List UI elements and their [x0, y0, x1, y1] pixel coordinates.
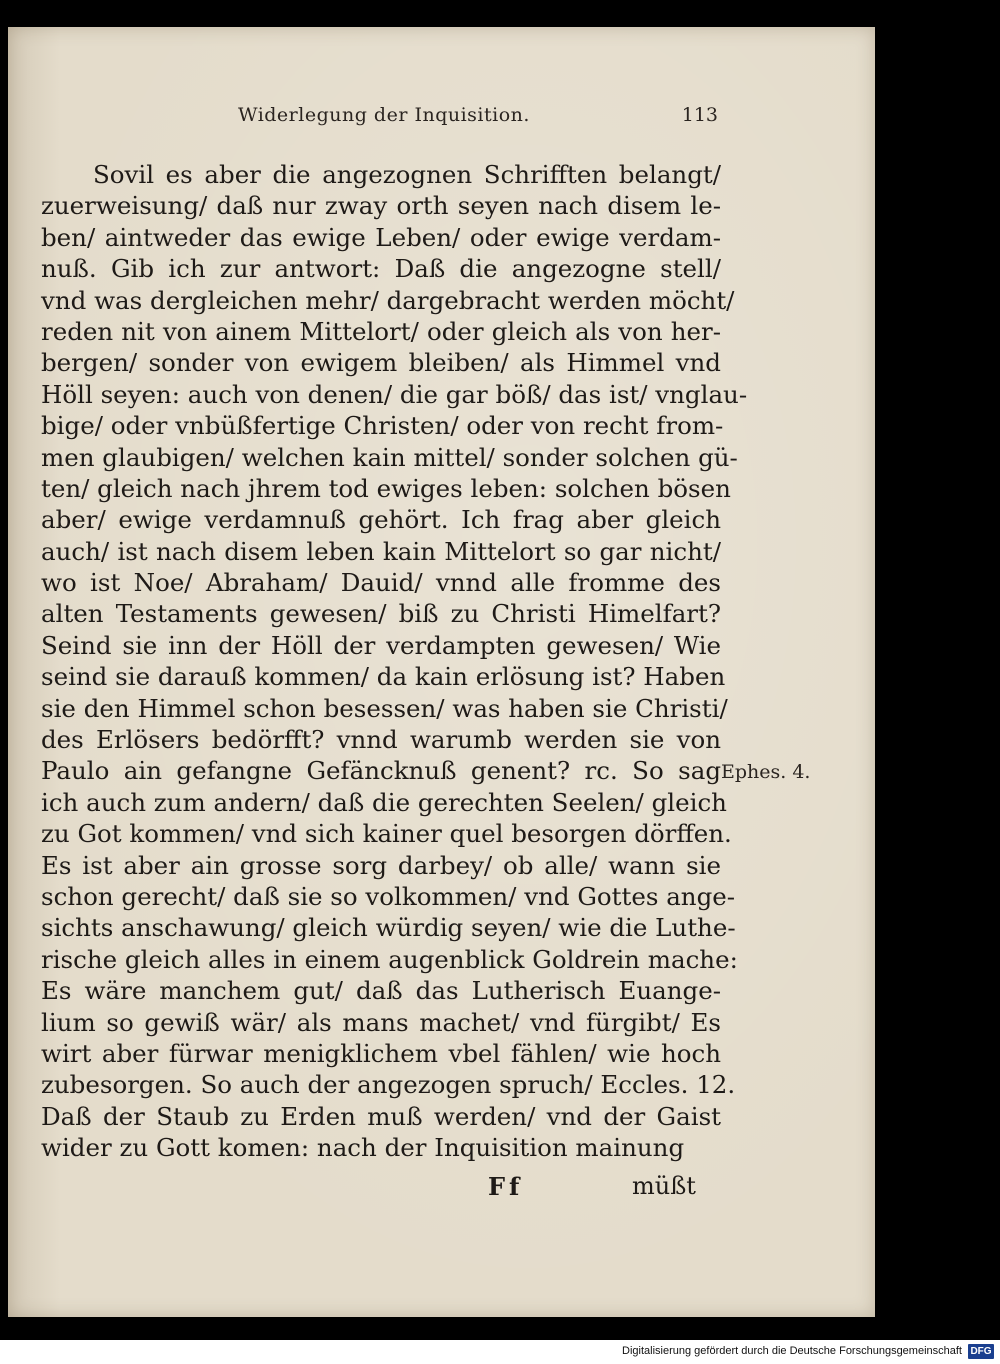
text-line: wider zu Gott komen: nach der Inquisition mainung [41, 1133, 685, 1163]
text-line: ben/ aintweder das ewige Leben/ oder ewige verdam- [41, 222, 721, 252]
margin-note: Ephes. 4. [721, 761, 811, 783]
footer-band [0, 1340, 1000, 1364]
text-line: schon gerecht/ daß sie so volkommen/ vnd Gottes ange- [41, 881, 736, 911]
text-line: wo ist Noe/ Abraham/ Dauid/ vnnd alle fromme des [41, 568, 721, 598]
book-page [8, 27, 875, 1317]
page-number: 113 [681, 104, 718, 126]
text-line: des Erlösers bedörfft? vnnd warumb werden sie von [41, 725, 721, 755]
text-line: Es ist aber ain grosse sorg darbey/ ob alle/ wann sie [41, 850, 721, 880]
text-line: lium so gewiß wär/ als mans machet/ vnd fürgibt/ Es [41, 1007, 721, 1037]
running-title: Widerlegung der Inquisition. [238, 104, 530, 126]
body-text [41, 159, 748, 1164]
text-line: bergen/ sonder von ewigem bleiben/ als Himmel vnd [41, 348, 721, 378]
text-line: Daß der Staub zu Erden muß werden/ vnd der Gaist [41, 1101, 721, 1131]
text-line: aber/ ewige verdamnuß gehört. Ich frag aber gleich [41, 505, 721, 535]
catchword: müßt [632, 1172, 696, 1200]
text-line: rische gleich alles in einem augenblick Goldrein mache: [41, 944, 738, 974]
dfg-logo-icon: DFG [968, 1344, 994, 1359]
text-line: Paulo ain gefangne Gefäncknuß genent? rc. So sag [41, 756, 721, 786]
text-line: zu Got kommen/ vnd sich kainer quel besorgen dörffen. [41, 819, 732, 849]
text-line: Höll seyen: auch von denen/ die gar böß/ das ist/ vnglau- [41, 379, 748, 409]
text-line: vnd was dergleichen mehr/ dargebracht werden möcht/ [41, 285, 735, 315]
text-line: alten Testaments gewesen/ biß zu Christi Himelfart? [41, 599, 721, 629]
text-line: Sovil es aber die angezognen Schrifften belangt/ [93, 160, 721, 189]
text-line: ten/ gleich nach jhrem tod ewiges leben: solchen bösen [41, 473, 731, 503]
text-line: wirt aber fürwar menigklichem vbel fählen/ wie hoch [41, 1038, 721, 1068]
text-line: nuß. Gib ich zur antwort: Daß die angezogne stell/ [41, 254, 721, 284]
text-line: men glaubigen/ welchen kain mittel/ sonder solchen gü- [41, 442, 738, 472]
text-line: zubesorgen. So auch der angezogen spruch/ Eccles. 12. [41, 1070, 736, 1100]
text-line: sie den Himmel schon besessen/ was haben sie Christi/ [41, 693, 728, 723]
text-line: ich auch zum andern/ daß die gerechten Seelen/ gleich [41, 787, 727, 817]
text-line: seind sie darauß kommen/ da kain erlösung ist? Haben [41, 662, 726, 692]
text-line: auch/ ist nach disem leben kain Mittelort so gar nicht/ [41, 536, 721, 566]
text-line: Seind sie inn der Höll der verdampten gewesen/ Wie [41, 630, 721, 660]
text-line: sichts anschawung/ gleich würdig seyen/ wie die Luthe- [41, 913, 736, 943]
footer-credit: Digitalisierung gefördert durch die Deutsche Forschungsgemeinschaft [622, 1345, 962, 1357]
text-line: zuerweisung/ daß nur zway orth seyen nach disem le- [41, 191, 721, 221]
signature-mark: Ff [488, 1172, 524, 1201]
text-line: reden nit von ainem Mittelort/ oder gleich als von her- [41, 316, 721, 346]
page-header [238, 102, 718, 132]
text-line: bige/ oder vnbüßfertige Christen/ oder von recht from- [41, 411, 724, 441]
text-line: Es wäre manchem gut/ daß das Lutherisch Euange- [41, 976, 721, 1006]
